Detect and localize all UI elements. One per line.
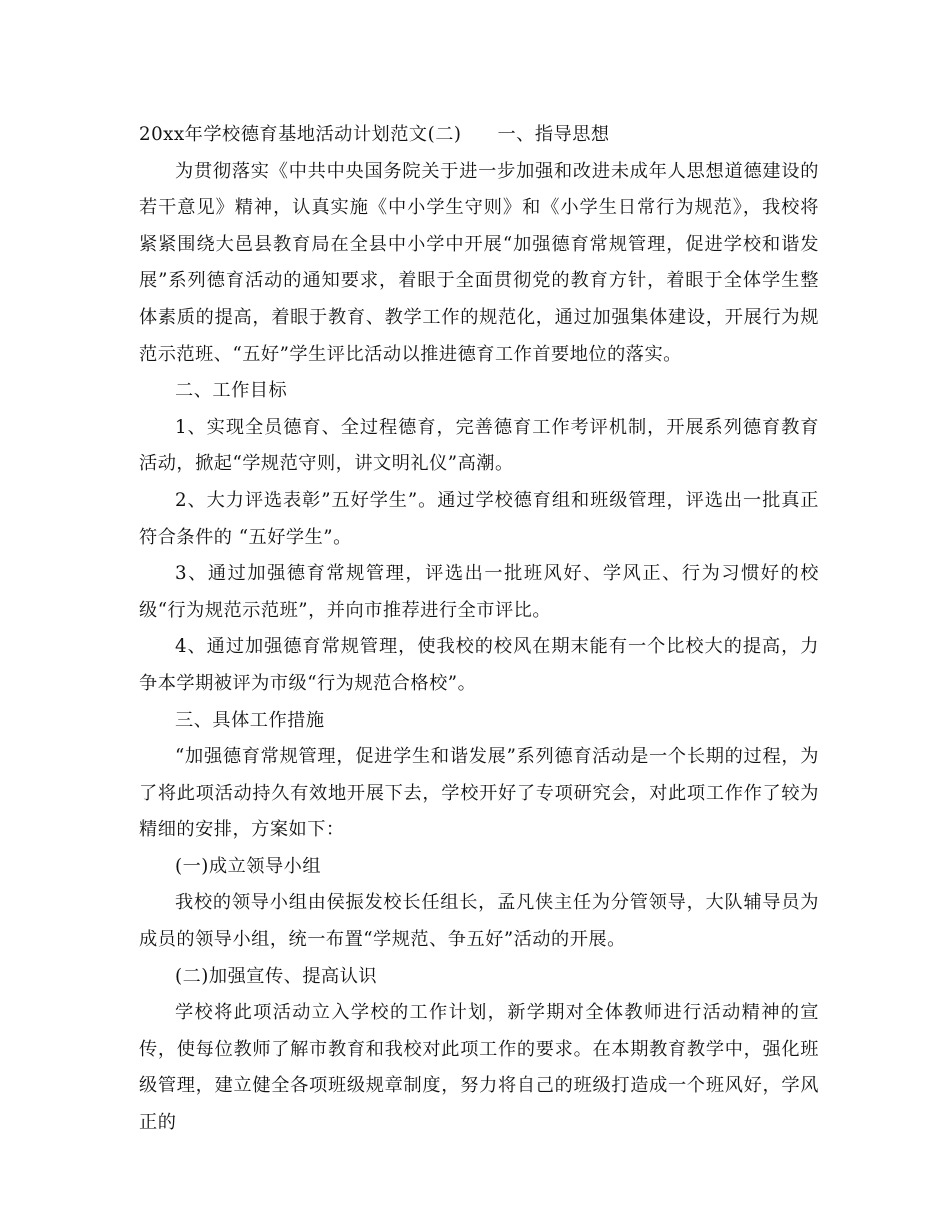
document-title: 20xx年学校德育基地活动计划范文(二) xyxy=(139,124,462,145)
subheading-publicity: (二)加强宣传、提高认识 xyxy=(175,965,378,987)
section-heading-guiding-ideology: 一、指导思想 xyxy=(497,124,610,145)
title-line xyxy=(139,117,819,154)
paragraph-guiding-ideology: 为贯彻落实《中共中央国务院关于进一步加强和改进未成年人思想道德建设的若干意见》精神，认真实施《中小学生守则》和《小学生日常行为规范》，我校将紧紧围绕大邑县教育局在全县中小学中开展“加强德育常规管理，促进学校和谐发展”系列德育活动的通知要求，着眼于全面贯彻党的教育方针，着眼于全体学生整体素质的提高，着眼于教育、教学工作的规范化，通过加强集体建设，开展行为规范示范班、“五好”学生评比活动以推进德育工作首要地位的落实。 xyxy=(139,160,819,365)
goal-item-3: 3、通过加强德育常规管理，评选出一批班风好、学风正、行为习惯好的校级“行为规范示范班”，并向市推荐进行全市评比。 xyxy=(139,563,819,621)
section-heading-work-goals: 二、工作目标 xyxy=(175,380,288,402)
document-body xyxy=(139,117,819,1142)
subheading-leadership-group: (一)成立领导小组 xyxy=(175,855,322,877)
paragraph-leadership-group: 我校的领导小组由侯振发校长任组长，孟凡侠主任为分管领导，大队辅导员为成员的领导小组，统一布置“学规范、争五好”活动的开展。 xyxy=(139,892,819,951)
paragraph-publicity: 学校将此项活动立入学校的工作计划，新学期对全体教师进行活动精神的宣传，使每位教师了解市教育和我校对此项工作的要求。在本期教育教学中，强化班级管理，建立健全各项班级规章制度，努力将自己的班级打造成一个班风好，学风正的 xyxy=(139,1002,819,1134)
goal-item-2: 2、大力评选表彰”五好学生”。通过学校德育组和班级管理，评选出一批真正符合条件的 “五好学生”。 xyxy=(139,489,819,548)
section-heading-measures: 三、具体工作措施 xyxy=(175,709,325,731)
paragraph-measures-intro: “加强德育常规管理，促进学生和谐发展”系列德育活动是一个长期的过程，为了将此项活动持久有效地开展下去，学校开好了专项研究会，对此项工作作了较为精细的安排，方案如下： xyxy=(139,746,819,841)
goal-item-4: 4、通过加强德育常规管理，使我校的校风在期末能有一个比校大的提高，力争本学期被评为市级“行为规范合格校”。 xyxy=(139,636,819,694)
goal-item-1: 1、实现全员德育、全过程德育，完善德育工作考评机制，开展系列德育教育活动，掀起“学规范守则，讲文明礼仪”高潮。 xyxy=(139,416,819,475)
